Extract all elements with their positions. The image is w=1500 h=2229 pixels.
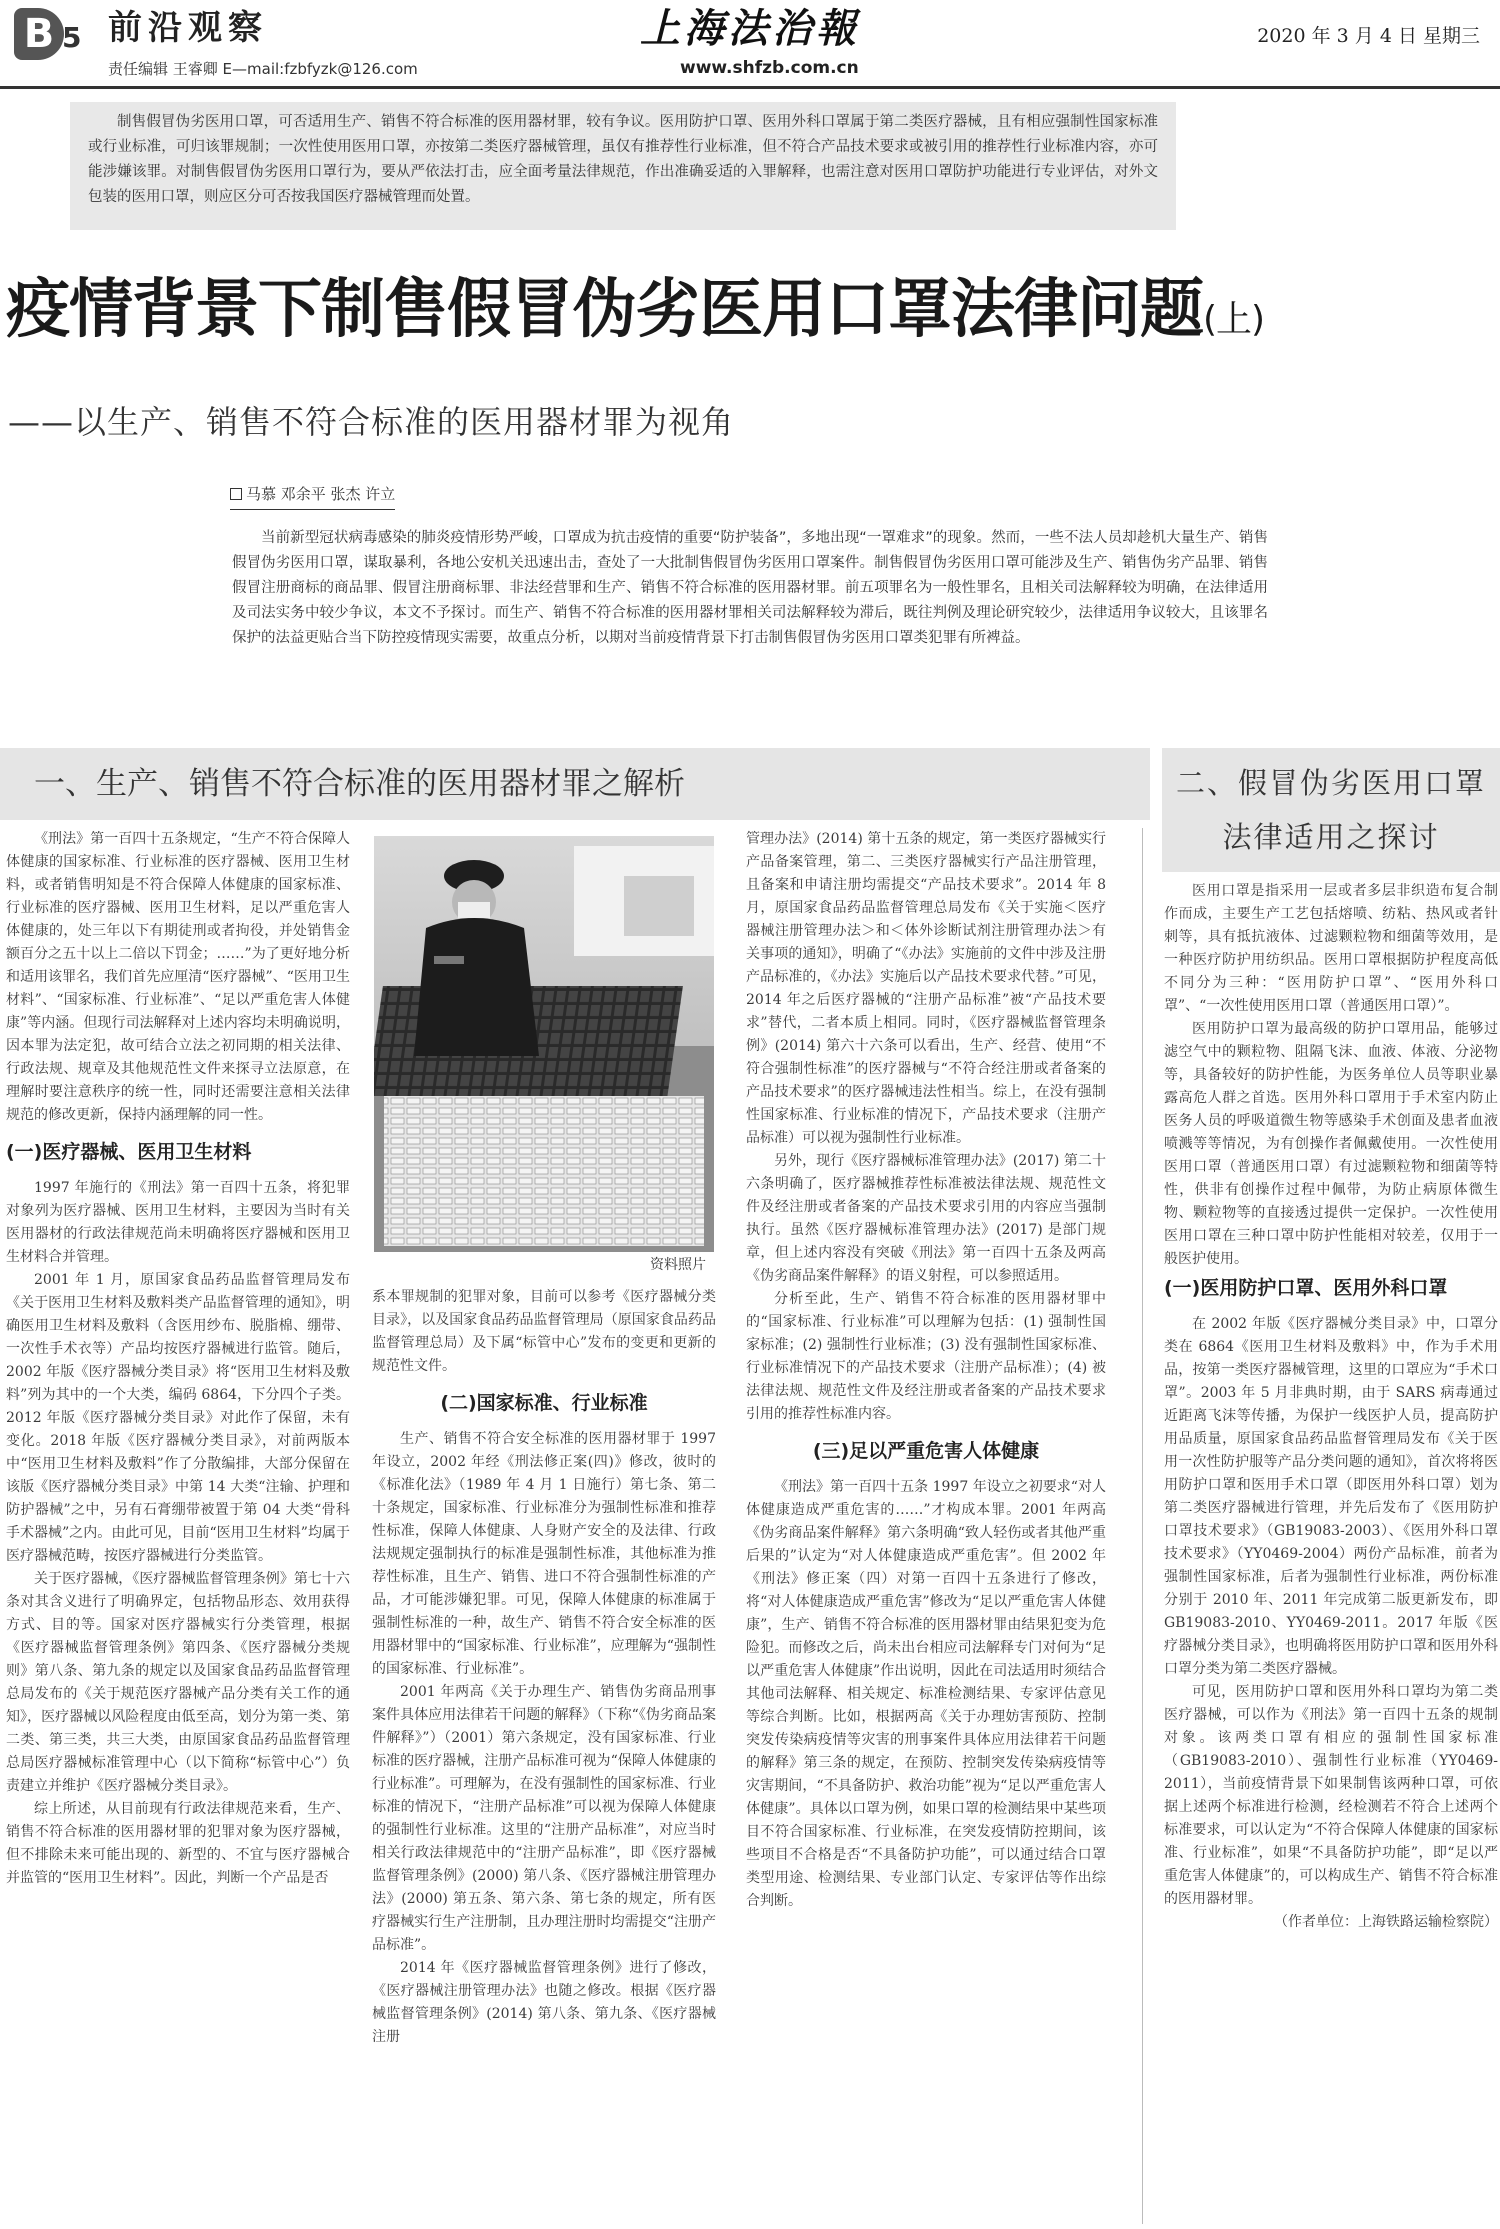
byline-square-icon (230, 488, 242, 500)
paragraph: 系本罪规制的犯罪对象，目前可以参考《医疗器械分类目录》，以及国家食品药品监督管理局（原国家食品药品监督管理总局）及下属“标管中心”发布的变更和更新的规范性文件。 (372, 1289, 716, 1374)
subheadline: ——以生产、销售不符合标准的医用器材罪为视角 (8, 403, 735, 441)
authors: 马慕 邓余平 张杰 许立 (246, 485, 396, 503)
issue-date: 2020 年 3 月 4 日 星期三 (1257, 25, 1480, 47)
section-name: 前沿观察 (108, 8, 268, 48)
paragraph: 综上所述，从目前现有行政法律规范来看，生产、销售不符合标准的医用器材罪的犯罪对象为医疗器械，但不排除未来可能出现的、新型的、不宜与医疗器械合并监管的“医用卫生材料”。因此，判断一个产品是否 (6, 1801, 350, 1886)
column-1 (6, 828, 350, 2224)
page-number: 5 (62, 21, 82, 54)
page-badge (14, 8, 92, 60)
subsection-4-heading: (一)医用防护口罩、医用外科口罩 (1164, 1277, 1448, 1299)
paragraph: 管理办法》(2014) 第十五条的规定，第一类医疗器械实行产品备案管理，第二、三类医疗器械实行产品注册管理，且备案和申请注册均需提交“产品技术要求”。2014 年 8 月，原国家食品药品监督管理总局发布《关于实施＜医疗器械注册管理办法＞和＜体外诊断试剂注册管理办法＞有关事项的通知》，明确了“《办法》实施前的文件中涉及注册产品标准的，《办法》实施后以产品技术要求代替。”可见，2014 年之后医疗器械的“注册产品标准”被“产品技术要求”替代，二者本质上相同。同时，《医疗器械监督管理条例》(2014) 第六十六条可以看出，生产、经营、使用“不符合强制性标准”的医疗器械与“不符合经注册或者备案的产品技术要求”的医疗器械违法性相当。综上，在没有强制性国家标准、行业标准的情况下，产品技术要求（注册产品标准）可以视为强制性行业标准。 (746, 831, 1106, 1146)
masthead-divider (0, 86, 1500, 89)
newspaper-website[interactable]: www.shfzb.com.cn (680, 58, 859, 78)
paragraph: 《刑法》第一百四十五条 1997 年设立之初要求“对人体健康造成严重危害的……”才构成本罪。2001 年两高《伪劣商品案件解释》第六条明确“致人轻伤或者其他严重后果的”认定为“对人体健康造成严重危害”。但 2002 年《刑法》修正案（四）对第一百四十五条进行了修改，将“对人体健康造成严重危害”修改为“足以严重危害人体健康”，生产、销售不符合标准的医用器材罪由结果犯变为危险犯。而修改之后，尚未出台相应司法解释专门对何为“足以严重危害人体健康”作出说明，因此在司法适用时须结合其他司法解释、相关规定、标准检测结果、专家评估意见等综合判断。比如，根据两高《关于办理妨害预防、控制突发传染病疫情等灾害的刑事案件具体应用法律若干问题的解释》第三条的规定，在预防、控制突发传染病疫情等灾害期间，“不具备防护、救治功能”视为“足以严重危害人体健康”。具体以口罩为例，如果口罩的检测结果中某些项目不符合国家标准、行业标准，在突发疫情防控期间，该些项目不合格是否“不具备防护功能”，可以通过结合口罩类型用途、检测结果、专业部门认定、专家评估等作出综合判断。 (746, 1479, 1106, 1909)
byline (230, 482, 395, 510)
paragraph: 可见，医用防护口罩和医用外科口罩均为第二类医疗器械，可以作为《刑法》第一百四十五条的规制对象。该两类口罩有相应的强制性国家标准（GB19083-2010）、强制性行业标准（YY0469-2011），当前疫情背景下如果制售该两种口罩，可依据上述两个标准进行检测，经检测若不符合上述两个标准要求，可以认定为“不符合保障人体健康的国家标准、行业标准”，如果“不具备防护功能”，即“足以严重危害人体健康”的，可以构成生产、销售不符合标准的医用器材罪。 (1164, 1684, 1498, 1907)
column-3 (746, 828, 1106, 2224)
editor-line: 责任编辑 王睿卿 E—mail:fzbfyzk@126.com (108, 60, 418, 78)
headline (6, 262, 1500, 368)
photo-caption: 资料照片 (650, 1257, 706, 1273)
editor-summary: 制售假冒伪劣医用口罩，可否适用生产、销售不符合标准的医用器材罪，较有争议。医用防护口罩、医用外科口罩属于第二类医疗器械，且有相应强制性国家标准或行业标准，可归该罪规制；一次性使用医用口罩，亦按第二类医疗器械管理，虽仅有推荐性行业标准，但不符合产品技术要求或被引用的推荐性行业标准内容，亦可能涉嫌该罪。对制售假冒伪劣医用口罩行为，要从严依法打击，应全面考量法律规范，作出准确妥适的入罪解释，也需注意对医用口罩防护功能进行专业评估，对外文包装的医用口罩，则应区分可否按我国医疗器械管理而处置。 (70, 102, 1176, 230)
headline-part: (上) (1203, 299, 1265, 340)
column-2 (372, 1286, 716, 2224)
section-2-heading: 二、假冒伪劣医用口罩法律适用之探讨 (1162, 748, 1500, 872)
section-1-heading: 一、生产、销售不符合标准的医用器材罪之解析 (0, 748, 1150, 820)
paragraph: 2001 年 1 月，原国家食品药品监督管理局发布《关于医用卫生材料及敷料类产品监督管理的通知》，明确医用卫生材料及敷料（含医用纱布、脱脂棉、绷带、一次性手术衣等）产品均按医疗器械进行监管。随后，2002 年版《医疗器械分类目录》将“医用卫生材料及敷料”列为其中的一个大类，编码 6864，下分四个子类。2012 年版《医疗器械分类目录》对此作了保留，未有变化。2018 年版《医疗器械分类目录》，对前两版本中“医用卫生材料及敷料”作了分散编排，大部分保留在该版《医疗器械分类目录》中第 14 大类“注输、护理和防护器械”之中，另有石膏绷带被置于第 04 大类“骨科手术器械”之内。由此可见，目前“医用卫生材料”均属于医疗器械范畴，按医疗器械进行分类监管。 (6, 1272, 350, 1564)
column-4 (1164, 880, 1498, 2224)
author-unit: （作者单位：上海铁路运输检察院） (1274, 1914, 1498, 1930)
subsection-1-heading: (一)医疗器械、医用卫生材料 (6, 1141, 252, 1163)
paragraph: 1997 年施行的《刑法》第一百四十五条，将犯罪对象列为医疗器械、医用卫生材料，主要因为当时有关医用器材的行政法律规范尚未明确将医疗器械和医用卫生材料合并管理。 (6, 1180, 350, 1265)
paragraph: 医用防护口罩为最高级的防护口罩用品，能够过滤空气中的颗粒物、阻隔飞沫、血液、体液、分泌物等，具备较好的防护性能，为医务单位人员等职业暴露高危人群之首选。医用外科口罩用于手术室内防止医务人员的呼吸道微生物等感染手术创面及患者血液喷溅等等情况，为有创操作者佩戴使用。一次性使用医用口罩（普通医用口罩）有过滤颗粒物和细菌等特性，供非有创操作过程中佩带，为防止病原体微生物、颗粒物等的直接透过提供一定保护。一次性使用医用口罩在三种口罩中防护性能相对较差，仅用于一般医护使用。 (1164, 1021, 1498, 1267)
paragraph: 分析至此，生产、销售不符合标准的医用器材罪中的“国家标准、行业标准”可以理解为包括：(1) 强制性国家标准；(2) 强制性行业标准；(3) 没有强制性国家标准、行业标准情况下的产品技术要求（注册产品标准）；(4) 被法律法规、规范性文件及经注册或者备案的产品技术要求引用的推荐性标准内容。 (746, 1291, 1106, 1422)
subsection-2-heading: (二)国家标准、行业标准 (440, 1392, 648, 1414)
headline-title: 疫情背景下制售假冒伪劣医用口罩法律问题 (6, 273, 1203, 347)
paragraph: 另外，现行《医疗器械标准管理办法》(2017) 第二十六条明确了，医疗器械推荐性标准被法律法规、规范性文件及经注册或者备案的产品技术要求引用的内容应当强制执行。虽然《医疗器械标准管理办法》(2017) 是部门规章，但上述内容没有突破《刑法》第一百四十五条及两高《伪劣商品案件解释》的语义射程，可以参照适用。 (746, 1153, 1106, 1284)
paragraph: 在 2002 年版《医疗器械分类目录》中，口罩分类在 6864《医用卫生材料及敷料》中，作为手术用品，按第一类医疗器械管理，这里的口罩应为“手术口罩”。2003 年 5 月非典时期，由于 SARS 病毒通过近距离飞沫等传播，为保护一线医护人员，提高防护用品质量，原国家食品药品监督管理局发布《关于医用一次性防护服等产品分类问题的通知》，首次将将医用防护口罩和医用手术口罩（即医用外科口罩）划为第二类医疗器械进行管理，并先后发布了《医用防护口罩技术要求》（GB19083-2003）、《医用外科口罩技术要求》（YY0469-2004）两份产品标准，前者为强制性国家标准，后者为强制性行业标准，两份标准分别于 2010 年、2011 年完成第二版更新发布，即 GB19083-2010、YY0469-2011。2017 年版《医疗器械分类目录》，也明确将医用防护口罩和医用外科口罩分类为第二类医疗器械。 (1164, 1316, 1498, 1677)
section-1-intro: 《刑法》第一百四十五条规定，“生产不符合保障人体健康的国家标准、行业标准的医疗器械、医用卫生材料，或者销售明知是不符合保障人体健康的国家标准、行业标准的医疗器械、医用卫生材料，足以严重危害人体健康的，处三年以下有期徒刑或者拘役，并处销售金额百分之五十以上二倍以下罚金；……”为了更好地分析和适用该罪名，我们首先应厘清“医疗器械”、“医用卫生材料”、“国家标准、行业标准”、“足以严重危害人体健康”等内涵。但现行司法解释对上述内容均未明确说明，因本罪为法定犯，故可结合立法之初同期的相关法律、行政法规、规章及其他规范性文件来探寻立法原意，在理解时要注意秩序的统一性，同时还需要注意相关法律规范的修改更新，保持内涵理解的同一性。 (6, 831, 350, 1123)
page-letter: B (14, 8, 64, 60)
paragraph: 关于医疗器械，《医疗器械监督管理条例》第七十六条对其含义进行了明确界定，包括物品形态、效用获得方式、目的等。国家对医疗器械实行分类管理，根据《医疗器械监督管理条例》第四条、《医疗器械分类规则》第八条、第九条的规定以及国家食品药品监督管理总局发布的《关于规范医疗器械产品分类有关工作的通知》，医疗器械以风险程度由低至高，划分为第一类、第二类、第三类，共三大类，由原国家食品药品监督管理总局医疗器械标准管理中心（以下简称“标管中心”）负责建立并维护《医疗器械分类目录》。 (6, 1571, 350, 1794)
paragraph: 2014 年《医疗器械监督管理条例》进行了修改，《医疗器械注册管理办法》也随之修改。根据《医疗器械监督管理条例》(2014) 第八条、第九条、《医疗器械注册 (372, 1960, 716, 2045)
news-photo (374, 836, 714, 1252)
subsection-3-heading: (三)足以严重危害人体健康 (812, 1440, 1040, 1462)
column-divider (1142, 828, 1143, 2224)
paragraph: 2001 年两高《关于办理生产、销售伪劣商品刑事案件具体应用法律若干问题的解释》（下称“《伪劣商品案件解释》”）（2001）第六条规定，没有国家标准、行业标准的医疗器械，注册产品标准可视为“保障人体健康的行业标准”。可理解为，在没有强制性的国家标准、行业标准的情况下，“注册产品标准”可以视为保障人体健康的强制性行业标准。这里的“注册产品标准”，对应当时相关行政法律规范中的“注册产品标准”，即《医疗器械监督管理条例》(2000) 第八条、《医疗器械注册管理办法》(2000) 第五条、第六条、第七条的规定，所有医疗器械实行生产注册制，且办理注册时均需提交“注册产品标准”。 (372, 1684, 716, 1953)
paragraph: 医用口罩是指采用一层或者多层非织造布复合制作而成，主要生产工艺包括熔喷、纺粘、热风或者针刺等，具有抵抗液体、过滤颗粒物和细菌等效用，是一种医疗防护用纺织品。医用口罩根据防护程度高低不同分为三种：“医用防护口罩”、“医用外科口罩”、“一次性使用医用口罩（普通医用口罩）”。 (1164, 883, 1498, 1014)
abstract: 当前新型冠状病毒感染的肺炎疫情形势严峻，口罩成为抗击疫情的重要“防护装备”，多地出现“一罩难求”的现象。然而，一些不法人员却趁机大量生产、销售假冒伪劣医用口罩，谋取暴利，各地公安机关迅速出击，查处了一大批制售假冒伪劣医用口罩案件。制售假冒伪劣医用口罩可能涉及生产、销售伪劣产品罪、销售假冒注册商标的商品罪、假冒注册商标罪、非法经营罪和生产、销售不符合标准的医用器材罪。前五项罪名为一般性罪名，且相关司法解释较为明确，在法律适用及司法实务中较少争议，本文不予探讨。而生产、销售不符合标准的医用器材罪相关司法解释较为滞后，既往判例及理论研究较少，法律适用争议较大，且该罪名保护的法益更贴合当下防控疫情现实需要，故重点分析，以期对当前疫情背景下打击制售假冒伪劣医用口罩类犯罪有所裨益。 (232, 530, 1268, 646)
paragraph: 生产、销售不符合安全标准的医用器材罪于 1997 年设立，2002 年经《刑法修正案(四)》修改，彼时的《标准化法》（1989 年 4 月 1 日施行）第七条、第二十条规定，国家标准、行业标准分为强制性标准和推荐性标准，保障人体健康、人身财产安全的及法律、行政法规规定强制执行的标准是强制性标准，其他标准为推荐性标准，且生产、销售、进口不符合强制性标准的产品，才可能涉嫌犯罪。可见，保障人体健康的标准属于强制性标准的一种，故生产、销售不符合安全标准的医用器材罪中的“国家标准、行业标准”，应理解为“强制性的国家标准、行业标准”。 (372, 1431, 716, 1677)
newspaper-logo: 上海法治報 (640, 5, 860, 52)
photo-illustration (374, 836, 714, 1252)
masthead (0, 0, 1500, 90)
